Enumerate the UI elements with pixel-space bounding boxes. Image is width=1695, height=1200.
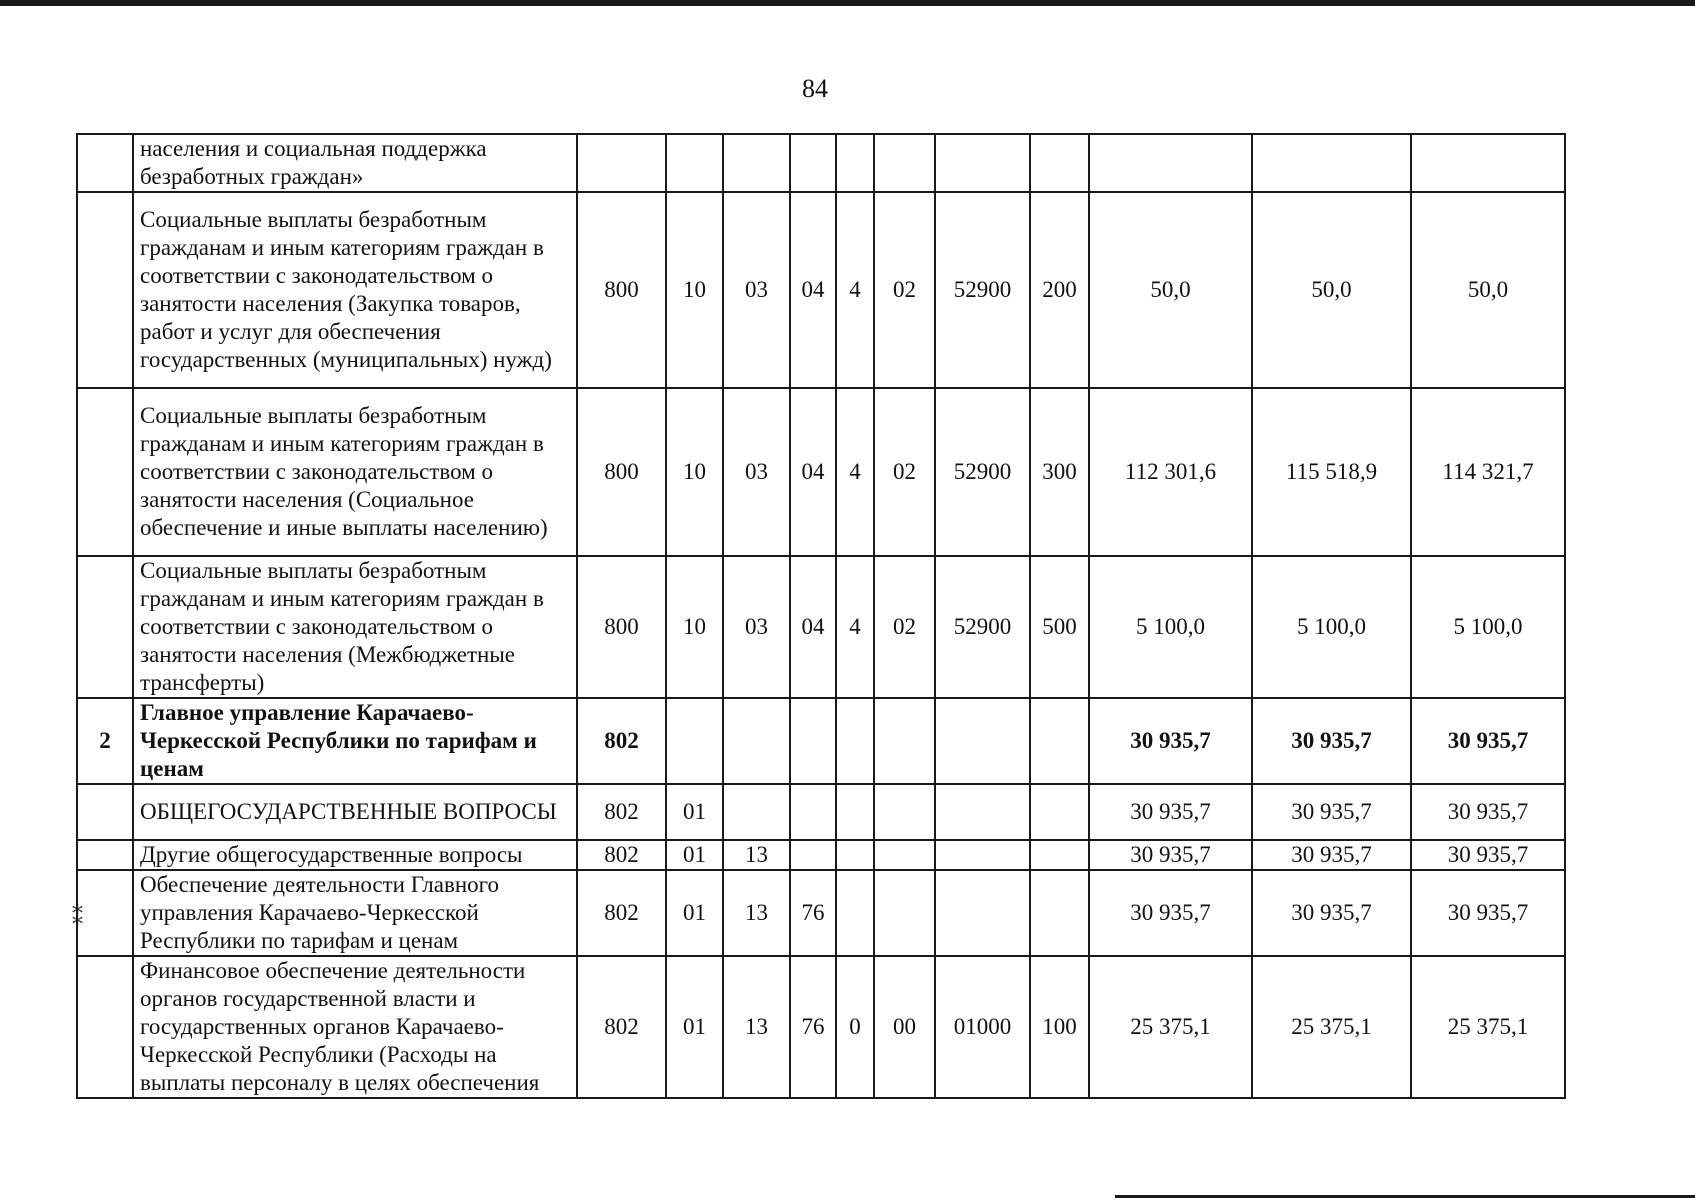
- table-row: [77, 956, 1565, 1098]
- code-expense-type: [1030, 840, 1089, 870]
- table-row: [77, 388, 1565, 556]
- code-section: 10: [666, 192, 723, 388]
- value-year-2: 50,0: [1252, 192, 1411, 388]
- value-year-3: 25 375,1: [1411, 956, 1565, 1098]
- code-ministry: 802: [577, 840, 666, 870]
- row-number: [77, 870, 133, 956]
- code-direction: 01000: [935, 956, 1030, 1098]
- code-direction: 52900: [935, 192, 1030, 388]
- code-subprogram: [836, 784, 874, 840]
- code-main-activity: [874, 698, 935, 784]
- table-row: [77, 134, 1565, 192]
- margin-scan-mark: ⁑: [72, 905, 83, 930]
- code-subprogram: [836, 840, 874, 870]
- row-name: Финансовое обеспечение деятельности органов государственной власти и государственных органов Карачаево-Черкесской Республики (Расходы на выплаты персоналу в целях обеспечения: [133, 956, 577, 1098]
- value-year-1: [1089, 134, 1252, 192]
- code-program: [790, 134, 836, 192]
- value-year-2: 115 518,9: [1252, 388, 1411, 556]
- row-number: [77, 956, 133, 1098]
- code-section: 01: [666, 870, 723, 956]
- code-direction: [935, 134, 1030, 192]
- row-name: населения и социальная поддержка безработных граждан»: [133, 134, 577, 192]
- code-ministry: [577, 134, 666, 192]
- code-expense-type: [1030, 784, 1089, 840]
- row-number: [77, 388, 133, 556]
- code-section: [666, 134, 723, 192]
- code-ministry: 802: [577, 784, 666, 840]
- value-year-1: 25 375,1: [1089, 956, 1252, 1098]
- value-year-1: 5 100,0: [1089, 556, 1252, 698]
- row-number: [77, 192, 133, 388]
- code-expense-type: 500: [1030, 556, 1089, 698]
- code-main-activity: [874, 840, 935, 870]
- code-section: [666, 698, 723, 784]
- value-year-3: 114 321,7: [1411, 388, 1565, 556]
- code-program: 04: [790, 388, 836, 556]
- code-section: 10: [666, 388, 723, 556]
- value-year-1: 112 301,6: [1089, 388, 1252, 556]
- code-direction: [935, 698, 1030, 784]
- code-expense-type: 100: [1030, 956, 1089, 1098]
- code-direction: 52900: [935, 388, 1030, 556]
- value-year-2: 5 100,0: [1252, 556, 1411, 698]
- code-ministry: 802: [577, 698, 666, 784]
- row-name: Главное управление Карачаево-Черкесской Республики по тарифам и ценам: [133, 698, 577, 784]
- row-name: Социальные выплаты безработным гражданам и иным категориям граждан в соответствии с законодательством о занятости населения (Закупка товаров, работ и услуг для обеспечения государственных (муниципальных) нужд): [133, 192, 577, 388]
- code-subsection: [723, 698, 790, 784]
- code-program: [790, 698, 836, 784]
- code-main-activity: [874, 784, 935, 840]
- code-program: [790, 840, 836, 870]
- code-subsection: [723, 784, 790, 840]
- value-year-3: 30 935,7: [1411, 870, 1565, 956]
- code-expense-type: [1030, 134, 1089, 192]
- code-direction: [935, 870, 1030, 956]
- code-subsection: 13: [723, 840, 790, 870]
- row-name: ОБЩЕГОСУДАРСТВЕННЫЕ ВОПРОСЫ: [133, 784, 577, 840]
- table-row: [77, 870, 1565, 956]
- row-name: Другие общегосударственные вопросы: [133, 840, 577, 870]
- table-row: [77, 784, 1565, 840]
- value-year-3: 30 935,7: [1411, 784, 1565, 840]
- row-name: Социальные выплаты безработным гражданам и иным категориям граждан в соответствии с законодательством о занятости населения (Межбюджетные трансферты): [133, 556, 577, 698]
- code-main-activity: [874, 134, 935, 192]
- code-subsection: 03: [723, 388, 790, 556]
- code-subprogram: [836, 698, 874, 784]
- scan-top-border: [0, 0, 1695, 6]
- code-section: 01: [666, 784, 723, 840]
- budget-table: [76, 133, 1566, 1099]
- scan-bottom-rule: [1115, 1195, 1695, 1198]
- value-year-3: 5 100,0: [1411, 556, 1565, 698]
- code-program: 76: [790, 870, 836, 956]
- code-program: 76: [790, 956, 836, 1098]
- value-year-3: 50,0: [1411, 192, 1565, 388]
- code-section: 10: [666, 556, 723, 698]
- value-year-2: 25 375,1: [1252, 956, 1411, 1098]
- code-main-activity: [874, 870, 935, 956]
- code-subprogram: 4: [836, 192, 874, 388]
- code-direction: [935, 840, 1030, 870]
- table-row-agency-total: [77, 698, 1565, 784]
- code-ministry: 800: [577, 388, 666, 556]
- code-subsection: 13: [723, 870, 790, 956]
- value-year-3: 30 935,7: [1411, 698, 1565, 784]
- table-row: [77, 556, 1565, 698]
- row-number: 2: [77, 698, 133, 784]
- value-year-1: 30 935,7: [1089, 784, 1252, 840]
- value-year-1: 30 935,7: [1089, 870, 1252, 956]
- code-section: 01: [666, 956, 723, 1098]
- value-year-3: [1411, 134, 1565, 192]
- page-number: 84: [802, 74, 828, 103]
- row-number: [77, 556, 133, 698]
- value-year-2: 30 935,7: [1252, 840, 1411, 870]
- code-ministry: 800: [577, 556, 666, 698]
- value-year-2: [1252, 134, 1411, 192]
- code-subsection: 03: [723, 192, 790, 388]
- code-ministry: 802: [577, 956, 666, 1098]
- code-subsection: 13: [723, 956, 790, 1098]
- code-program: 04: [790, 556, 836, 698]
- code-direction: 52900: [935, 556, 1030, 698]
- code-program: [790, 784, 836, 840]
- code-main-activity: 02: [874, 192, 935, 388]
- code-direction: [935, 784, 1030, 840]
- code-ministry: 800: [577, 192, 666, 388]
- row-name: Обеспечение деятельности Главного управления Карачаево-Черкесской Республики по тарифам и ценам: [133, 870, 577, 956]
- value-year-2: 30 935,7: [1252, 870, 1411, 956]
- value-year-1: 30 935,7: [1089, 698, 1252, 784]
- code-ministry: 802: [577, 870, 666, 956]
- code-subsection: 03: [723, 556, 790, 698]
- row-number: [77, 840, 133, 870]
- value-year-2: 30 935,7: [1252, 698, 1411, 784]
- row-number: [77, 134, 133, 192]
- value-year-1: 50,0: [1089, 192, 1252, 388]
- code-expense-type: 300: [1030, 388, 1089, 556]
- table-row: [77, 192, 1565, 388]
- code-subprogram: [836, 134, 874, 192]
- code-subprogram: [836, 870, 874, 956]
- code-main-activity: 02: [874, 388, 935, 556]
- code-subsection: [723, 134, 790, 192]
- row-name: Социальные выплаты безработным гражданам и иным категориям граждан в соответствии с законодательством о занятости населения (Социальное обеспечение и иные выплаты населению): [133, 388, 577, 556]
- value-year-3: 30 935,7: [1411, 840, 1565, 870]
- code-program: 04: [790, 192, 836, 388]
- code-subprogram: 4: [836, 556, 874, 698]
- code-subprogram: 0: [836, 956, 874, 1098]
- code-expense-type: [1030, 698, 1089, 784]
- code-expense-type: [1030, 870, 1089, 956]
- row-number: [77, 784, 133, 840]
- code-main-activity: 02: [874, 556, 935, 698]
- table-row: [77, 840, 1565, 870]
- code-subprogram: 4: [836, 388, 874, 556]
- value-year-1: 30 935,7: [1089, 840, 1252, 870]
- value-year-2: 30 935,7: [1252, 784, 1411, 840]
- code-main-activity: 00: [874, 956, 935, 1098]
- code-expense-type: 200: [1030, 192, 1089, 388]
- code-section: 01: [666, 840, 723, 870]
